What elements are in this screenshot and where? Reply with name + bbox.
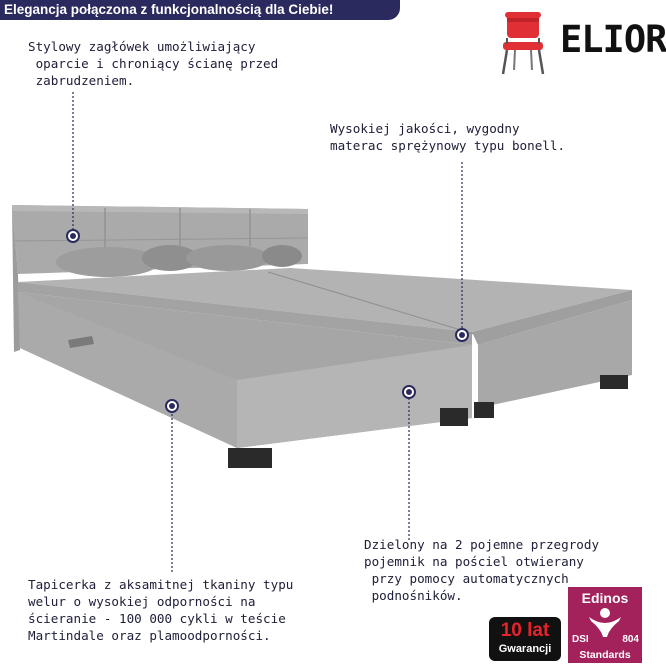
edinos-number: 804 <box>622 634 639 645</box>
person-icon <box>585 607 625 637</box>
leg <box>474 402 494 418</box>
leg <box>440 408 468 426</box>
chair-icon <box>493 8 553 80</box>
warranty-badge <box>489 617 561 661</box>
edinos-title: Edinos <box>581 590 629 606</box>
warranty-label: Gwarancji <box>498 643 552 655</box>
warranty-years: 10 lat <box>500 620 550 641</box>
leg <box>228 448 272 468</box>
banner-text: Elegancja połączona z funkcjonalnością dla Ciebie! <box>4 2 334 17</box>
brand-name: ELIOR <box>560 18 666 61</box>
edinos-dsi: DSI <box>572 634 589 645</box>
callout-storage: Dzielony na 2 pojemne przegrody pojemnik na pościel otwierany przy pomocy automatycznych podnośników. <box>364 537 600 603</box>
edinos-standards: Standards <box>579 649 631 661</box>
edinos-badge <box>568 587 642 663</box>
callout-headboard: Stylowy zagłówek umożliwiający oparcie i chroniący ścianę przed zabrudzeniem. <box>28 39 279 88</box>
callout-upholstery: Tapicerka z aksamitnej tkaniny typu welur o wysokiej odporności na ścieranie - 100 000 cykli w teście Martindale oraz plamoodporności. <box>28 577 294 643</box>
callout-mattress: Wysokiej jakości, wygodny materac sprężynowy typu bonell. <box>330 121 566 153</box>
leg <box>600 375 628 389</box>
